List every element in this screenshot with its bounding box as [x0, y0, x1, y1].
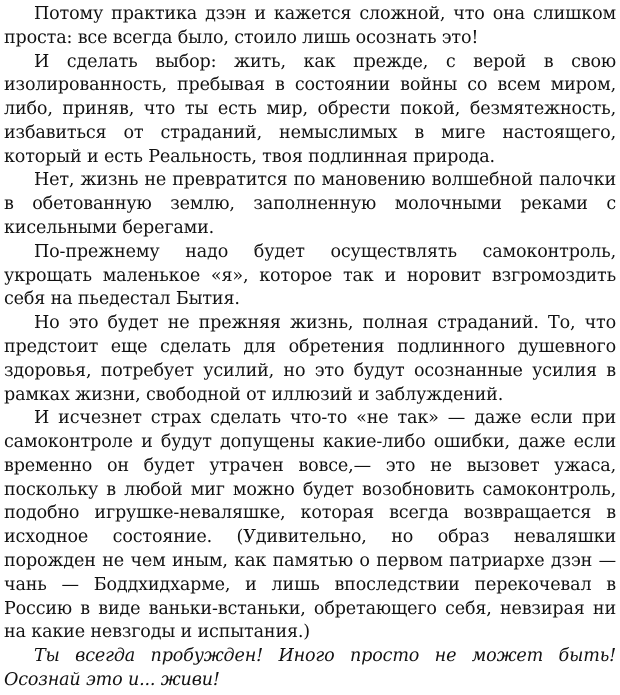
paragraph-2: И сделать выбор: жить, как прежде, с верой в свою изолированность, пребывая в состоянии войны со всем миром, либо, приняв, что ты есть мир, обрести покой, безмятежность, избавиться от страданий, немыслимых в миге настоящего, который и есть Реальность, твоя подлинная природа. [4, 51, 616, 167]
paragraph-5: Но это будет не прежняя жизнь, полная страданий. То, что предстоит еще сделать для обретения подлинного душевного здоровья, потребует усилий, но это будут осознанные усилия в рамках жизни, свободной от иллюзий и заблуждений. [4, 313, 616, 405]
paragraph-4: По-прежнему надо будет осуществлять самоконтроль, укрощать маленькое «я», которое так и норовит взгромоздить себя на пьедестал Бытия. [4, 241, 616, 310]
paragraph-3: Нет, жизнь не превратится по мановению волшебной палочки в обетованную землю, заполненную молочными реками с кисельными берегами. [4, 170, 616, 239]
closing-italic-paragraph: Ты всегда пробужден! Иного просто не может быть! Осознай это и... живи! [4, 646, 616, 690]
paragraph-1: Потому практика дзэн и кажется сложной, что она слишком проста: все всегда было, стоило лишь осознать это! [4, 4, 616, 48]
paragraph-6: И исчезнет страх сделать что-то «не так» — даже если при самоконтроле и будут допущены какие-либо ошибки, даже если временно он будет утрачен вовсе,— это не вызовет ужаса, поскольку в любой миг можно будет возобновить самоконтроль, подобно игрушке-неваляшке, которая всегда возвращается в исходное состояние. (Удивительно, но образ неваляшки порожден не чем иным, как памятью о первом патриархе дзэн — чань — Боддхидхарме, и лишь впоследствии перекочевал в Россию в виде ваньки-встаньки, обретающего себя, невзирая ни на какие невзгоды и испытания.) [4, 408, 616, 643]
